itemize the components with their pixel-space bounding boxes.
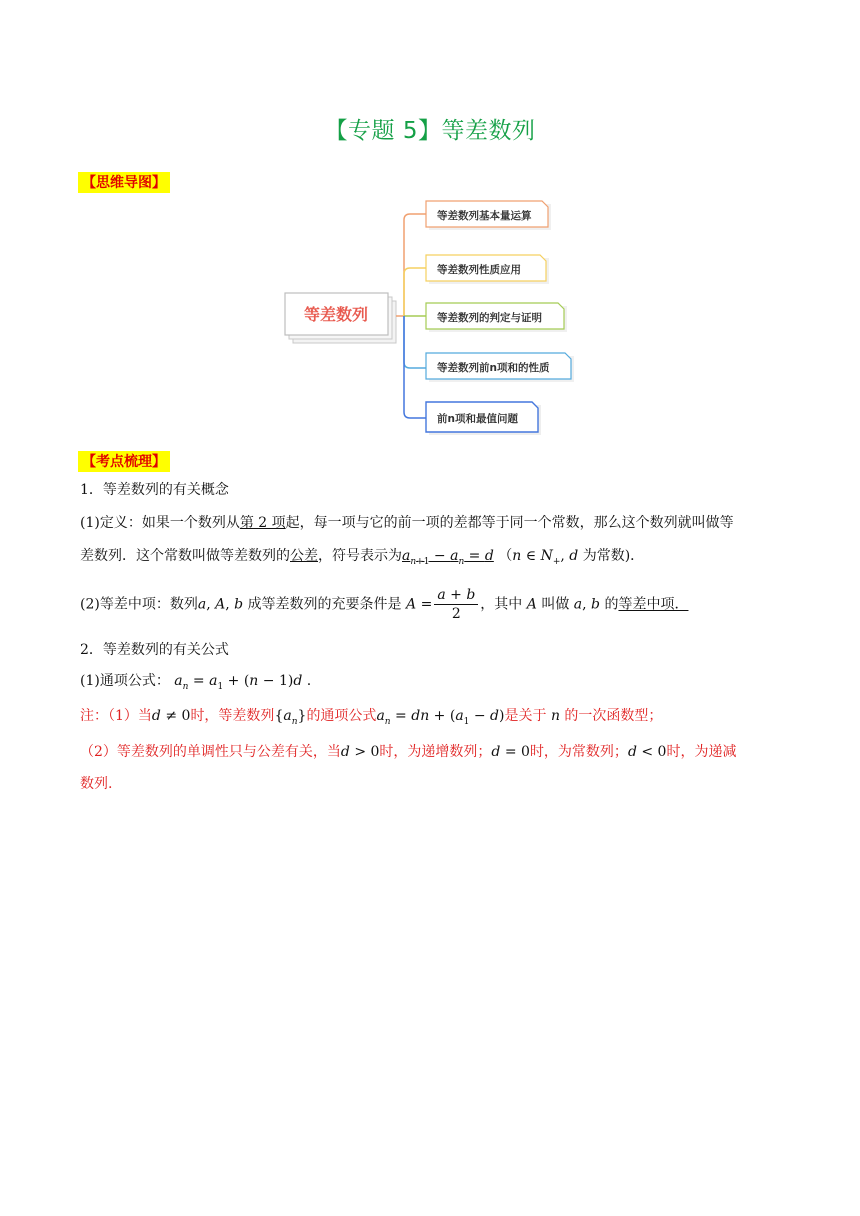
text: 的通项公式	[306, 708, 377, 724]
text: 时，为递增数列；	[379, 744, 492, 760]
text: 为常数)．	[582, 548, 645, 564]
text: 的一次函数型；	[564, 708, 663, 724]
note-line-2: （2）等差数列的单调性只与公差有关，当d > 0时，为递增数列；d = 0时，为常数列；d < 0时，为递减	[80, 744, 737, 760]
text: 注：（1）当	[80, 708, 152, 724]
underlined-term: 公差	[290, 548, 318, 564]
definition-line-1	[80, 513, 800, 533]
branch-label-3: 等差数列的判定与证明	[437, 312, 542, 324]
general-term-line: (1)通项公式： $a_n = a_1 + (n - 1)d$ .	[80, 673, 312, 692]
text: 的	[604, 596, 619, 613]
branch-label-1: 等差数列基本量运算	[437, 210, 532, 222]
connector-line	[404, 214, 426, 316]
branch-label-4: 等差数列前n项和的性质	[437, 362, 550, 374]
fraction: $\frac{a + b}{2}$	[434, 586, 478, 623]
heading-concepts: 1．等差数列的有关概念	[80, 482, 229, 498]
text: (1)定义：如果一个数列从	[80, 515, 240, 531]
text: (2)等差中项：数列	[80, 596, 198, 613]
mind-map-root-label: 等差数列	[303, 305, 369, 324]
arithmetic-mean-line: (2)等差中项：数列a, A, b 成等差数列的充要条件是 A = $\frac{a + b}{2}$ ，其中 A 叫做 a, b 的等差中项．	[80, 587, 689, 622]
text: 时，为递减	[666, 744, 737, 760]
text: 叫做	[541, 596, 570, 613]
text: 时，为常数列；	[529, 744, 628, 760]
heading-formulas: 2．等差数列的有关公式	[80, 642, 229, 658]
text: ，其中	[480, 596, 523, 613]
text: （2）等差数列的单调性只与公差有关，当	[80, 744, 341, 760]
points-heading-label: 【考点梳理】	[78, 451, 170, 472]
page-title: 【专题 5】等差数列	[324, 118, 536, 144]
text: 起，每一项与它的前一项的差都等于同一个常数，那么这个数列就叫做等	[285, 515, 734, 531]
definition-line-2: 差数列．这个常数叫做等差数列的公差，符号表示为$a_{n+1} - a_n = d$ （n ∈ $N_+$, d 为常数)．	[80, 548, 645, 567]
text: (1)通项公式：	[80, 673, 170, 689]
formula-difference: $a_{n+1} - a_n = d$	[402, 548, 494, 567]
underlined-term: 等差中项．	[618, 596, 689, 613]
text: 是关于	[504, 708, 547, 724]
text: 差数列．这个常数叫做等差数列的	[80, 548, 290, 564]
mind-map-diagram	[280, 198, 580, 443]
text: 成等差数列的充要条件是	[247, 596, 402, 613]
connector-line	[404, 268, 426, 316]
text: 时，等差数列	[190, 708, 275, 724]
branch-label-5: 前n项和最值问题	[437, 413, 518, 425]
note-line-3: 数列.	[80, 776, 113, 792]
text: ，符号表示为	[318, 548, 402, 564]
section-heading-mindmap	[78, 172, 170, 192]
section-heading-points	[78, 451, 170, 471]
note-line-1: 注：（1）当d ≠ 0时，等差数列$\{a_n\}$的通项公式$a_n$ = dn + $(a_1 - d)$是关于 n 的一次函数型；	[80, 708, 663, 727]
underlined-term: 第 2 项	[239, 515, 286, 531]
branch-label-2: 等差数列性质应用	[437, 264, 521, 276]
connector-line	[404, 316, 426, 368]
mindmap-heading-label: 【思维导图】	[78, 172, 170, 193]
